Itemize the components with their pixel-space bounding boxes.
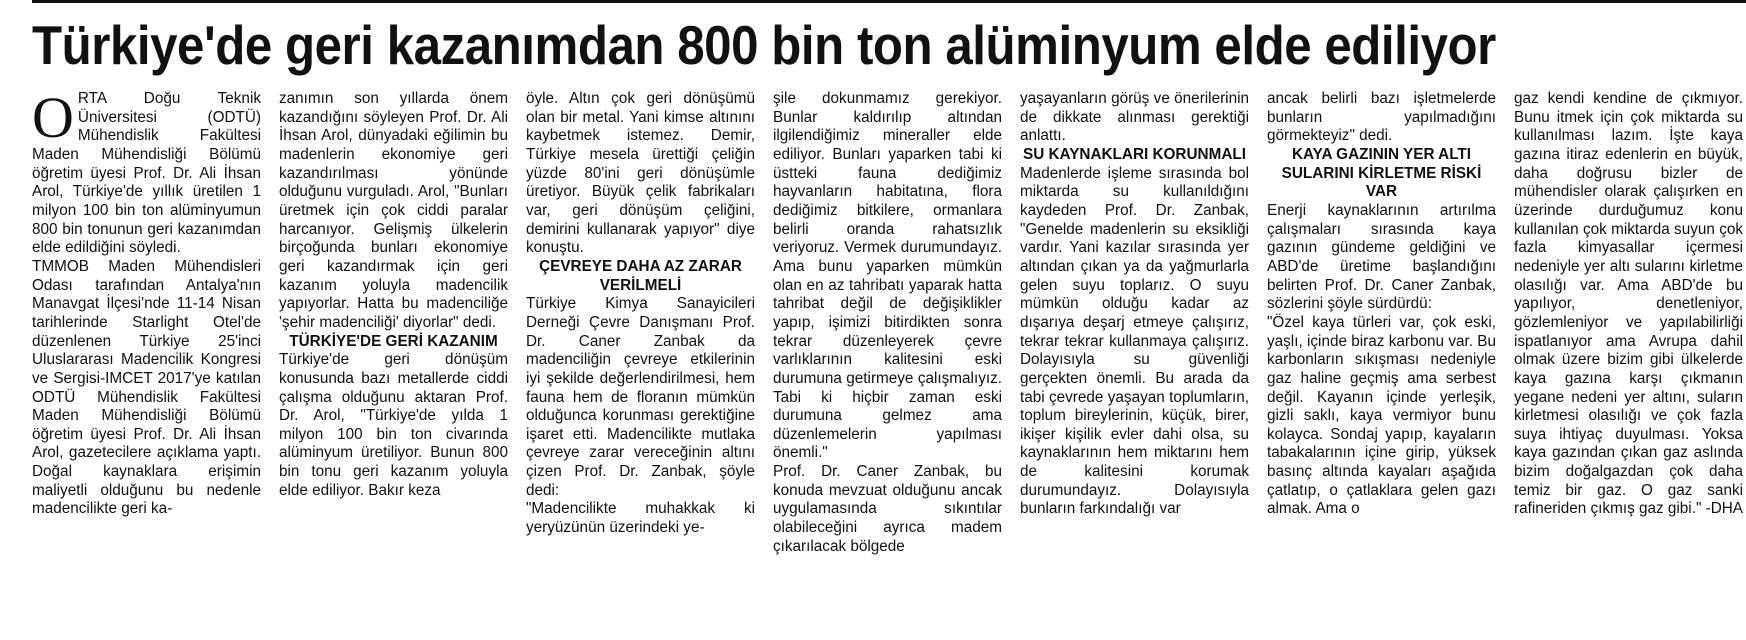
drop-cap: O [32, 90, 74, 150]
article-column-2 [279, 90, 508, 640]
article-paragraph: ORTA Doğu Teknik Üniversitesi (ODTÜ) Mühendislik Fakültesi Maden Mühendisliği Bölümü öğretim üyesi Prof. Dr. Ali İhsan Arol, Türkiye'de yıllık üretilen 1 milyon 100 bin ton alüminyumun 800 bin tonunun geri kazanımdan elde edildiğini söyledi. [32, 90, 261, 257]
article-paragraph: ancak belirli bazı işletmelerde bunların yapılmadığını görmekteyiz" dedi. [1267, 90, 1496, 145]
article-paragraph: yaşayanların görüş ve önerilerinin de dikkate alınması gerektiği anlattı. [1020, 90, 1249, 145]
headline: Türkiye'de geri kazanımdan 800 bin ton alüminyum elde ediliyor [32, 14, 1496, 76]
article-paragraph: Türkiye Kimya Sanayicileri Derneği Çevre Danışmanı Prof. Dr. Caner Zanbak da madenciliğin çevreye etkilerinin iyi şekilde değerlendirilmesi, hem fauna hem de floranın mümkün olduğunca korunması gerektiğine işaret etti. Madencilikte mutlaka çevreye zarar vereceğinin altını çizen Prof. Dr. Zanbak, şöyle dedi: [526, 295, 755, 499]
article-paragraph: gaz kendi kendine de çıkmıyor. Bunu itmek için çok miktarda su kullanılması lazım. İşte kaya gazına itiraz edenlerin en büyük, daha doğrusu bizler de mühendisler olarak çalışırken en üzerinde durduğumuz konu kullanılan çok miktarda suyun çok fazla kimyasallar içermesi nedeniyle yer altı sularını kirletme olasılığı var. Ama ABD'de bu yapılıyor, denetleniyor, gözlemleniyor ve yapılabilirliği ispatlanıyor ama Avrupa dahil olmak üzere bizim gibi ülkelerde kaya gazına karşı çıkmanın yegane nedeni yer altını, suların kirletmesi olasılığı ve çok fazla suya ihtiyaç duyulması. Yoksa kaya gazından çıkan gaz aslında bizim doğalgazdan çok daha temiz bir gaz. O gaz sanki rafineriden çıkmış gaz gibi." -DHA [1514, 90, 1743, 518]
article-paragraph: Türkiye'de geri dönüşüm konusunda bazı metallerde ciddi çalışma olduğunu aktaran Prof. Dr. Arol, "Türkiye'de yılda 1 milyon 100 bin ton civarında alüminyum üretiliyor. Bunun 800 bin tonu geri kazanım yoluyla elde ediliyor. Bakır keza [279, 351, 508, 499]
article-body [32, 90, 1746, 640]
article-paragraph: şile dokunmamız gerekiyor. Bunlar kaldırılıp altından ilgilendiğimiz mineraller elde ediliyor. Bunları yaparken tabi ki üstteki fauna dediğimiz hayvanların habitatına, flora dediğimiz bitkilere, ormanlara belirli oranda rahatsızlık veriyoruz. Vermek durumundayız. Ama bunu yaparken mümkün olan en az tahribatı yaparak hatta tahribat değil de değişiklikler yapıp, işimizi bitirdikten sonra tekrar düzenleyerek çevre varlıklarının kalitesini eski durumuna getirmeye çalışmalıyız. Tabi ki hiçbir zaman eski durumuna gelmez ama düzenlemelerin yapılması önemli." [773, 90, 1002, 462]
article-column-4 [773, 90, 1002, 640]
top-rule [32, 0, 1746, 3]
article-column-3 [526, 90, 755, 640]
section-subheading: ÇEVREYE DAHA AZ ZARAR VERİLMELİ [539, 257, 742, 294]
article-column-7 [1514, 90, 1743, 640]
article-paragraph: Prof. Dr. Caner Zanbak, bu konuda mevzuat olduğunu ancak uygulamasında sıkıntılar olabileceğini ayrıca madem çıkarılacak bölgede [773, 463, 1002, 555]
article-paragraph: Madenlerde işleme sırasında bol miktarda su kullanıldığını kaydeden Prof. Dr. Zanbak, "Genelde madenlerin su eksikliği vardır. Yani kazılar sırasında yer altından çıkan ya da yağmurlarla gelen suyu toplarız. O suyu mümkün olduğu kadar az dışarıya deşarj etmeye çalışırız, tekrar tekrar kullanmaya çalışırız. Dolayısıyla su güvenliği gerçekten önemli. Bu arada da tabi çevrede yaşayan toplumların, toplum bireylerinin, küçük, birer, ikişer kişilik evler dahi olsa, su kaynaklarının hem miktarını hem de kalitesini korumak durumundayız. Dolayısıyla bunların farkındalığı var [1020, 164, 1249, 518]
section-subheading: SU KAYNAKLARI KORUNMALI [1023, 145, 1246, 163]
article-paragraph: "Özel kaya türleri var, çok eski, yaşlı, içinde biraz karbonu var. Bu karbonların sıkışması nedeniyle gaz haline geçmiş ama serbest değil. Kayanın içinde yerleşik, gizli saklı, kaya vermiyor bunu kolayca. Sondaj yapıp, kayaların tabakalarının içine girip, yüksek basınç altında kayaları aşağıda çatlatıp, o çatlaklara gelen gazı almak. Ama o [1267, 313, 1496, 518]
article-paragraph: "Madencilikte muhakkak ki yeryüzünün üzerindeki ye- [526, 500, 755, 537]
article-paragraph: öyle. Altın çok geri dönüşümü olan bir metal. Yani kimse altınını kaybetmek istemez. Demir, Türkiye mesela ürettiği çeliğin yüzde 80'ini geri dönüşümle üretiyor. Büyük çelik fabrikaları var, geri dönüşüm çeliğini, demirini kullanarak yapıyor" diye konuştu. [526, 90, 755, 257]
section-subheading: TÜRKİYE'DE GERİ KAZANIM [289, 332, 498, 350]
article-paragraph: zanımın son yıllarda önem kazandığını söyleyen Prof. Dr. Ali İhsan Arol, dünyadaki eğilimin bu madenlerin ekonomiye geri kazandırılması yönünde olduğunu vurguladı. Arol, "Bunları üretmek için çok ciddi paralar harcanıyor. Gelişmiş ülkelerin birçoğunda bunları ekonomiye geri kazandırmak için geri kazanım yoluyla madencilik yapıyorlar. Hatta bu madenciliğe 'şehir madenciliği' diyorlar" dedi. [279, 90, 508, 331]
article-column-6 [1267, 90, 1496, 640]
article-column-1 [32, 90, 261, 640]
article-paragraph: TMMOB Maden Mühendisleri Odası tarafından Antalya'nın Manavgat İlçesi'nde 11-14 Nisan tarihlerinde Starlight Otel'de düzenlenen Türkiye 25'inci Uluslararası Madencilik Kongresi ve Sergisi-IMCET 2017'ye katılan ODTÜ Mühendislik Fakültesi Maden Mühendisliği Bölümü öğretim üyesi Prof. Dr. Ali İhsan Arol, gazetecilere açıklama yaptı. Doğal kaynaklara erişimin maliyetli olduğunu bu nedenle madencilikte geri ka- [32, 257, 261, 518]
article-paragraph: Enerji kaynaklarının artırılma çalışmaları sırasında kaya gazının gündeme geldiğini ve ABD'de üretime başlandığını belirten Prof. Dr. Caner Zanbak, sözlerini şöyle sürdürdü: [1267, 201, 1496, 313]
section-subheading: KAYA GAZININ YER ALTI SULARINI KİRLETME RİSKİ VAR [1281, 145, 1482, 201]
article-column-5 [1020, 90, 1249, 640]
